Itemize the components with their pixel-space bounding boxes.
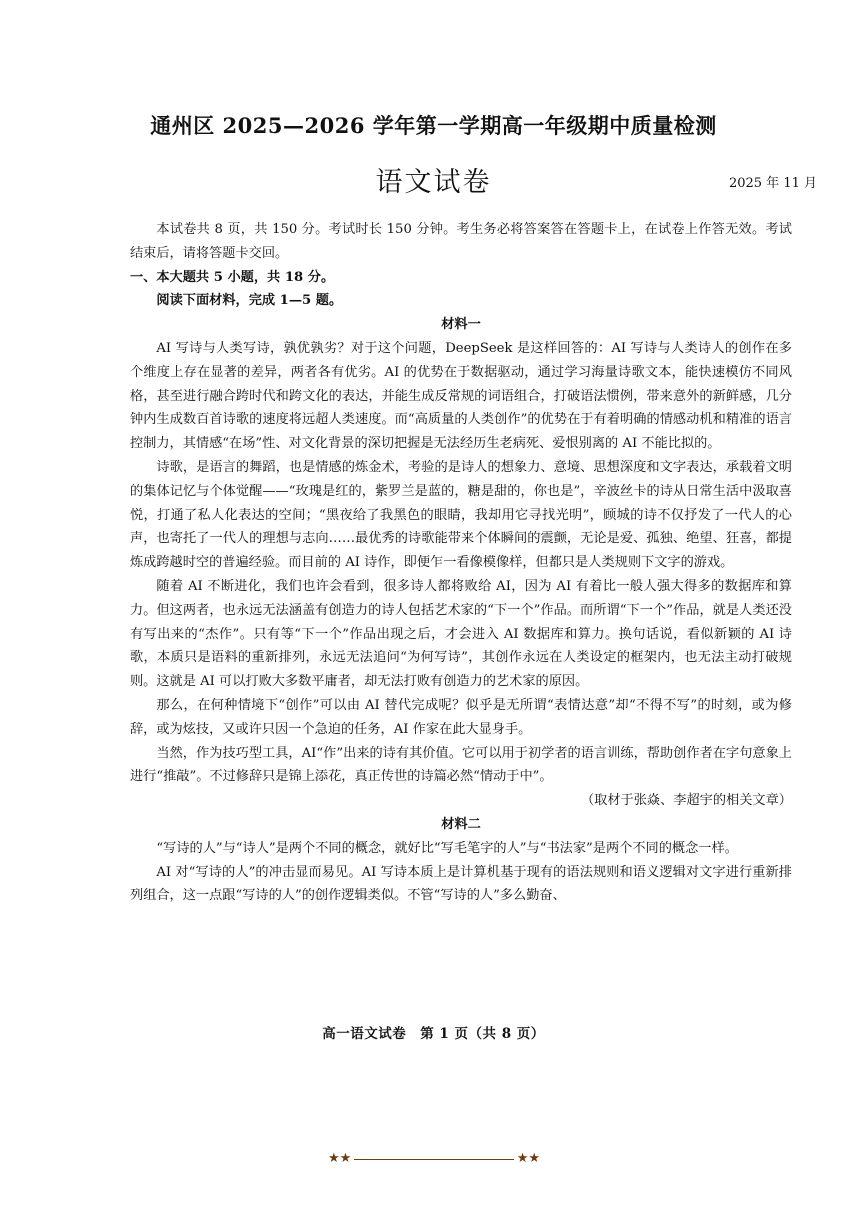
exam-date: 2025 年 11 月 [728, 176, 817, 191]
reading-prompt: 阅读下面材料，完成 1—5 题。 [156, 293, 343, 309]
material-one-paragraph: 随着 AI 不断进化，我们也许会看到，很多诗人都将败给 AI，因为 AI 有着比一般人强大得多的数据库和算力。但这两者，也永远无法涵盖有创造力的诗人包括艺术家的“下一个”作品。而所谓“下一个”作品，就是人类还没有写出来的“杰作”。只有等“下一个”作品出现之后，才会进入 AI 数据库和算力。换句话说，看似新颖的 AI 诗歌，本质只是语料的重新排列，永远无法追问“为何写诗”，其创作永远在人类设定的框架内，也无法主动打破规则。这就是 AI 可以打败大多数平庸者，却无法打败有创造力的艺术家的原因。 [130, 578, 792, 690]
material-one-source: （取材于张焱、李超宇的相关文章） [581, 793, 792, 809]
ornament-divider [354, 1159, 513, 1160]
section-heading: 一、本大题共 5 小题，共 18 分。 [130, 269, 335, 285]
material-two-paragraph: “写诗的人”与“诗人”是两个不同的概念，就好比“写毛笔字的人”与“书法家”是两个不同的概念一样。 [156, 840, 738, 856]
material-one-paragraph: 诗歌，是语言的舞蹈，也是情感的炼金术，考验的是诗人的想象力、意境、思想深度和文字表达，承载着文明的集体记忆与个体觉醒——“玫瑰是红的，紫罗兰是蓝的，糖是甜的，你也是”，辛波丝卡的诗从日常生活中汲取喜悦，打通了私人化表达的空间；“黑夜给了我黑色的眼睛，我却用它寻找光明”，顾城的诗不仅抒发了一代人的心声，也寄托了一代人的理想与志向……最优秀的诗歌能带来个体瞬间的震颤，无论是爱、孤独、绝望、狂喜，都提炼成跨越时空的普遍经验。而目前的 AI 诗作，即便乍一看像模像样，但都只是人类规则下文字的游戏。 [130, 459, 792, 571]
footer-ornament [328, 1151, 540, 1167]
exam-body [130, 218, 792, 908]
exam-title: 通州区 2025—2026 学年第一学期高一年级期中质量检测 [150, 113, 717, 138]
material-two-heading: 材料二 [441, 816, 481, 832]
star-icon: ★★ [328, 1151, 352, 1166]
star-icon: ★★ [516, 1151, 540, 1166]
material-one-paragraph: AI 写诗与人类写诗，孰优孰劣？对于这个问题，DeepSeek 是这样回答的：AI 写诗与人类诗人的创作在多个维度上存在显著的差异，两者各有优劣。AI 的优势在于数据驱动，通过学习海量诗歌文本，能快速模仿不同风格，甚至进行融合跨时代和跨文化的表达，并能生成反常规的词语组合，打破语法惯例，带来意外的新鲜感，几分钟内生成数百首诗歌的速度将远超人类速度。而“高质量的人类创作”的优势在于有着明确的情感动机和精准的语言控制力，其情感“在场”性、对文化背景的深切把握是无法经历生老病死、爱恨别离的 AI 不能比拟的。 [130, 340, 792, 452]
exam-subject-title: 语文试卷 [375, 167, 492, 198]
material-two-paragraph: AI 对“写诗的人”的冲击显而易见。AI 写诗本质上是计算机基于现有的语法规则和语义逻辑对文字进行重新排列组合，这一点跟“写诗的人”的创作逻辑类似。不管“写诗的人”多么勤奋、 [130, 864, 792, 904]
page-number-footer: 高一语文试卷 第 1 页（共 8 页） [322, 1026, 545, 1042]
instructions-intro: 本试卷共 8 页，共 150 分。考试时长 150 分钟。考生务必将答案答在答题卡上，在试卷上作答无效。考试结束后，请将答题卡交回。 [130, 222, 792, 261]
material-one-paragraph: 当然，作为技巧型工具，AI“作”出来的诗有其价值。它可以用于初学者的语言训练，帮助创作者在字句意象上进行“推敲”。不过修辞只是锦上添花，真正传世的诗篇必然“情动于中”。 [130, 745, 792, 785]
material-one-heading: 材料一 [441, 317, 481, 333]
material-one-paragraph: 那么，在何种情境下“创作”可以由 AI 替代完成呢？似乎是无所谓“表情达意”却“不得不写”的时刻，或为修辞，或为炫技，又或许只因一个急迫的任务，AI 作家在此大显身手。 [130, 697, 792, 737]
